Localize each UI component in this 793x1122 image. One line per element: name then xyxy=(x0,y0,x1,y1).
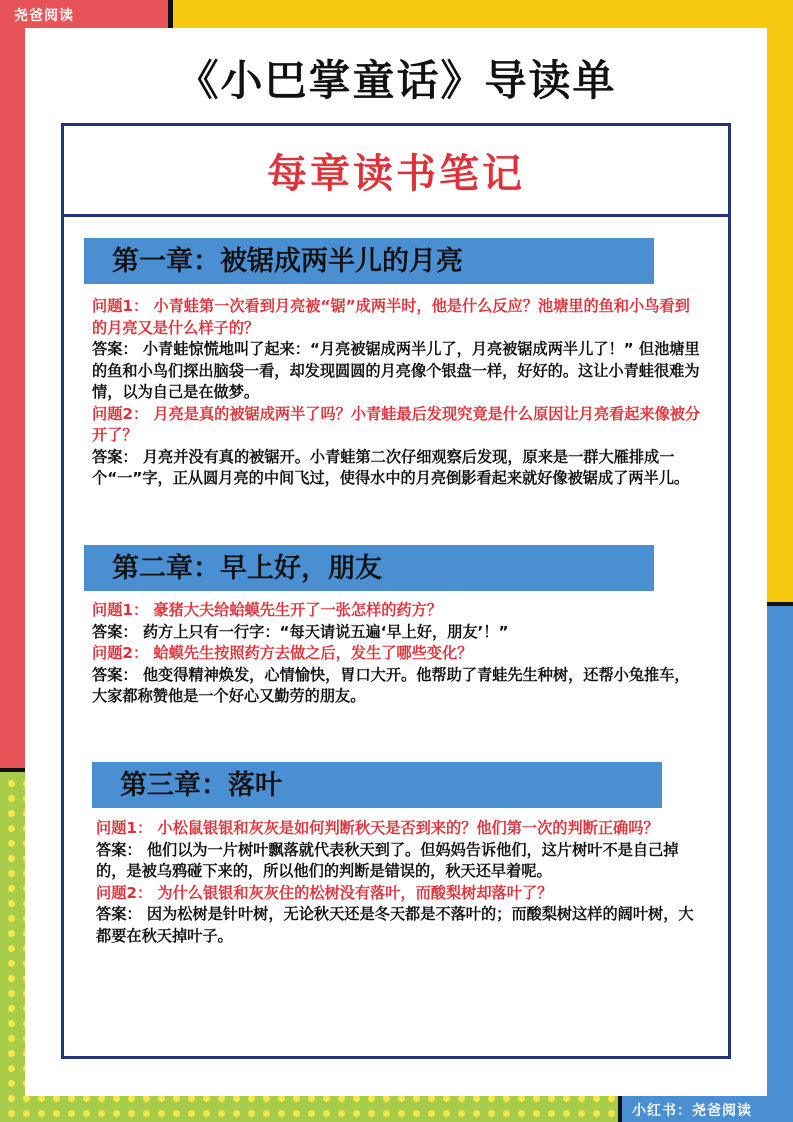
chapter-heading: 第一章：被锯成两半儿的月亮 xyxy=(84,238,654,284)
brand-watermark-top: 尧爸阅读 xyxy=(14,8,74,24)
answer-text: 答案： 因为松树是针叶树，无论秋天还是冬天都是不落叶的；而酸梨树这样的阔叶树，大都要在秋天掉叶子。 xyxy=(96,905,694,945)
answer-text: 答案： 小青蛙惊慌地叫了起来：“月亮被锯成两半儿了，月亮被锯成两半儿了！” 但池塘里的鱼和小鸟们探出脑袋一看，却发现圆圆的月亮像个银盘一样，好好的。这让小青蛙很难为情，以为自己是在做梦。 xyxy=(92,340,700,401)
question-text: 问题2： 蛤蟆先生按照药方去做之后，发生了哪些变化？ xyxy=(92,644,473,662)
chapter-heading: 第三章：落叶 xyxy=(92,762,662,808)
answer-text: 答案： 他们以为一片树叶飘落就代表秋天到了。但妈妈告诉他们，这片树叶不是自己掉的，是被乌鸦碰下来的，所以他们的判断是错误的，秋天还早着呢。 xyxy=(96,840,679,880)
question-text: 问题2： 为什么银银和灰灰住的松树没有落叶，而酸梨树却落叶了？ xyxy=(96,883,553,902)
page-title: 《小巴掌童话》导读单 xyxy=(176,56,617,105)
divider xyxy=(168,0,173,30)
brand-watermark-bottom: 小红书：尧爸阅读 xyxy=(632,1103,752,1119)
divider xyxy=(765,602,793,606)
chapter-qa xyxy=(92,600,702,708)
chapter-qa xyxy=(96,818,706,947)
chapter-heading: 第二章：早上好，朋友 xyxy=(84,545,654,591)
section-title: 每章读书笔记 xyxy=(64,126,728,217)
question-text: 问题2： 月亮是真的被锯成两半了吗？小青蛙最后发现究竟是什么原因让月亮看起来像被分开了？ xyxy=(92,404,701,444)
answer-text: 答案： 他变得精神焕发，心情愉快，胃口大开。他帮助了青蛙先生种树，还帮小兔推车，大家都称赞他是一个好心又勤劳的朋友。 xyxy=(92,665,690,705)
question-text: 问题1： 小青蛙第一次看到月亮被“锯”成两半时，他是什么反应？池塘里的鱼和小鸟看到的月亮又是什么样子的？ xyxy=(92,297,690,337)
chapter-qa xyxy=(92,296,702,490)
question-text: 问题1： 豪猪大夫给蛤蟆先生开了一张怎样的药方？ xyxy=(92,601,442,619)
question-text: 问题1： 小松鼠银银和灰灰是如何判断秋天是否到来的？他们第一次的判断正确吗？ xyxy=(96,819,659,837)
divider xyxy=(0,768,25,772)
answer-text: 答案： 药方上只有一行字：“每天请说五遍‘早上好，朋友’！” xyxy=(92,622,509,641)
answer-text: 答案： 月亮并没有真的被锯开。小青蛙第二次仔细观察后发现，原来是一群大雁排成一个“一”字，正从圆月亮的中间飞过，使得水中的月亮倒影看起来就好像被锯成了两半儿。 xyxy=(92,447,690,487)
